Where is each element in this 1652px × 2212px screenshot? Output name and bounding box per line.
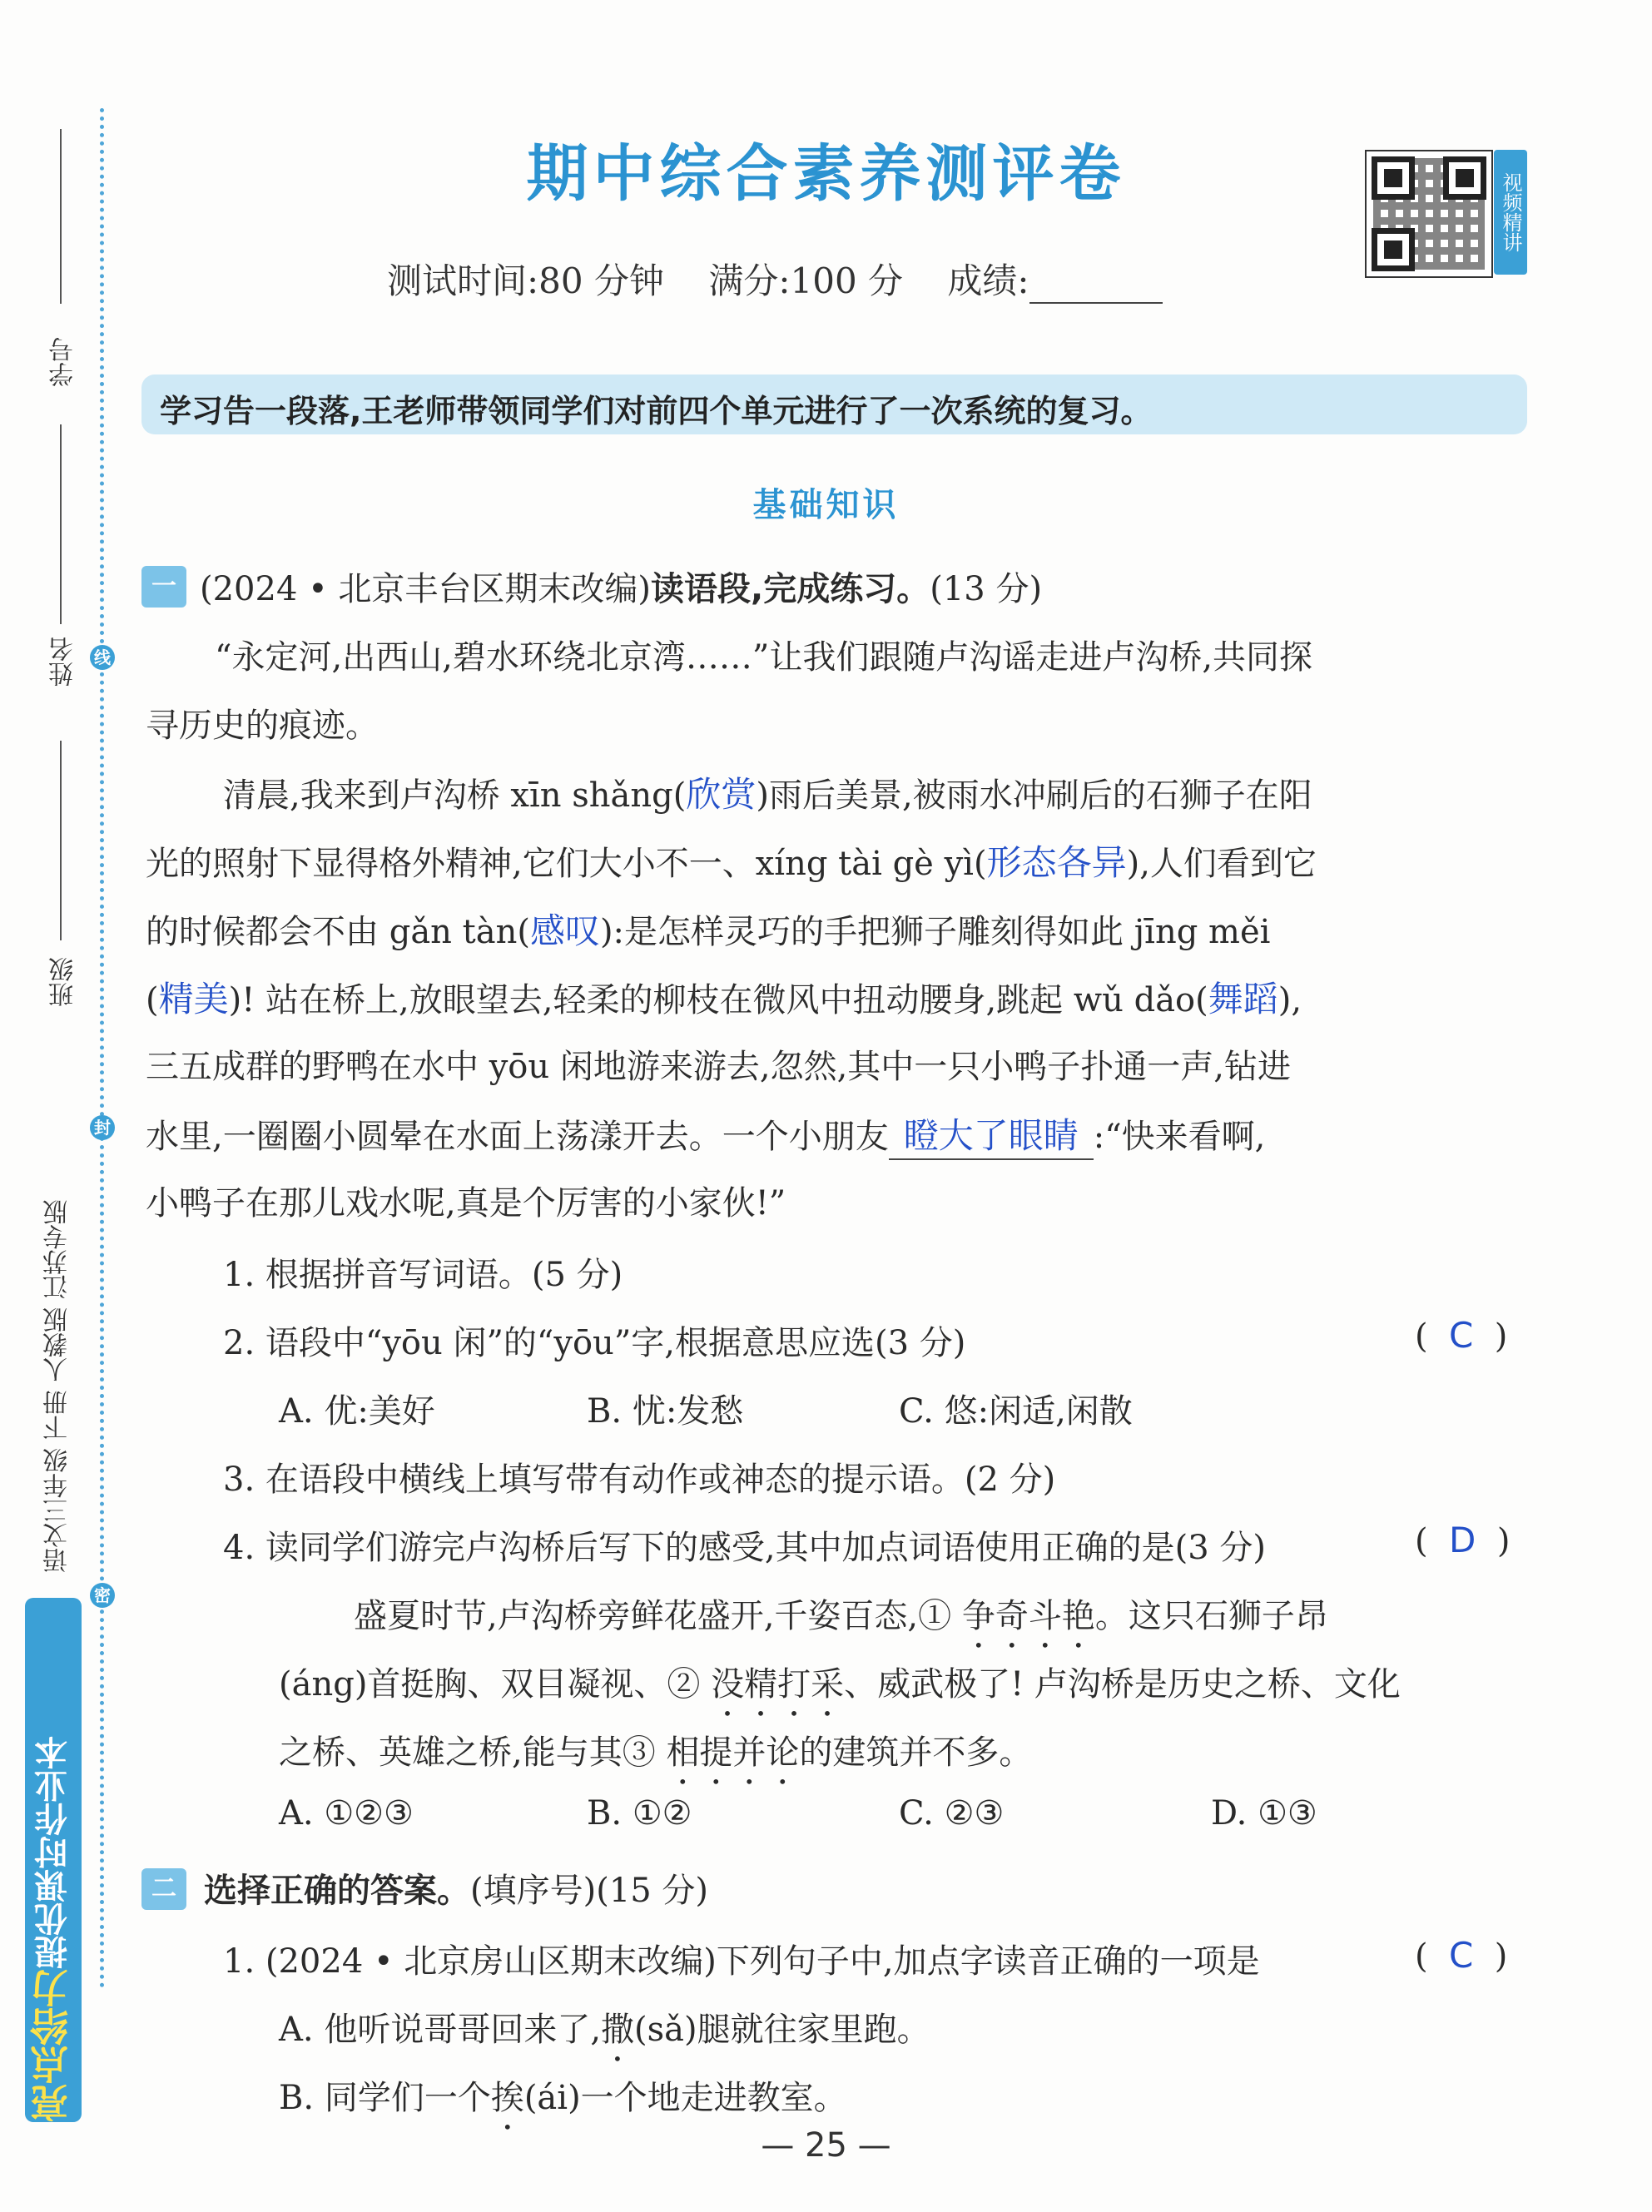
q1-sub2: 2. 语段中“yōu 闲”的“yōu”字,根据意思应选(3 分)	[223, 1324, 966, 1362]
option[interactable]: C. ②③	[899, 1794, 1005, 1833]
option[interactable]: D. ①③	[1211, 1794, 1317, 1833]
passage-line: 水里,一圈圈小圆晕在水面上荡漾开去。一个小朋友 瞪大了眼睛 :“快来看啊,	[146, 1108, 1265, 1160]
test-info	[387, 254, 1163, 304]
passage-line: 光的照射下显得格外精神,它们大小不一、xíng tài gè yì(形态各异),人们看到它	[146, 842, 1317, 883]
passage-line: (精美)! 站在桥上,放眼望去,轻柔的柳枝在微风中扭动腰身,跳起 wǔ dǎo(舞蹈),	[146, 979, 1302, 1019]
brand-label	[25, 1598, 82, 2122]
q1-score: (13 分)	[930, 570, 1043, 608]
answer-prompt-phrase[interactable]: 瞪大了眼睛	[903, 1115, 1079, 1156]
q1-sub1: 1. 根据拼音写词语。(5 分)	[223, 1256, 623, 1294]
q1-sub3: 3. 在语段中横线上填写带有动作或神态的提示语。(2 分)	[223, 1461, 1056, 1499]
passage-line: 三五成群的野鸭在水中 yōu 闲地游来游去,忽然,其中一只小鸭子扑通一声,钻进	[146, 1048, 1292, 1086]
answer-wudao[interactable]: 舞蹈	[1208, 979, 1278, 1019]
excerpt-line: (áng)首挺胸、双目凝视、② 没精打采、威武极了! 卢沟桥是历史之桥、文化	[279, 1665, 1401, 1704]
question-badge-1: 一	[141, 566, 186, 608]
passage-line: 清晨,我来到卢沟桥 xīn shǎng(欣赏)雨后美景,被雨水冲刷后的石狮子在阳	[223, 774, 1312, 815]
answer-gantan[interactable]: 感叹	[529, 910, 600, 951]
score-blank[interactable]	[1029, 274, 1163, 304]
option[interactable]: B. 忧:发愁	[587, 1392, 744, 1431]
binding-mark-seal: 封	[90, 1115, 115, 1140]
q1-sub4-answer-box: ( D )	[1415, 1520, 1511, 1560]
q1-instruction: 读语段,完成练习。	[651, 570, 930, 608]
brand-prefix: 亮点给力	[29, 1969, 74, 2122]
passage-line: “永定河,出西山,碧水环绕北京湾……”让我们跟随卢沟谣走进卢沟桥,共同探	[215, 638, 1313, 677]
option[interactable]: A. 优:美好	[279, 1392, 435, 1431]
name-label: 姓名	[49, 637, 78, 687]
binding-dotted-line	[100, 108, 104, 1989]
dotted-phrase: 争奇斗艳	[961, 1597, 1095, 1635]
page-title: 期中综合素养测评卷	[526, 138, 1126, 210]
qr-code[interactable]	[1365, 150, 1493, 278]
q2-title: 选择正确的答案。	[204, 1872, 470, 1910]
intro-banner-text: 学习告一段落,王老师带领同学们对前四个单元进行了一次系统的复习。	[160, 393, 1153, 429]
q1-sub4: 4. 读同学们游完卢沟桥后写下的感受,其中加点词语使用正确的是(3 分)	[223, 1529, 1266, 1567]
excerpt-line: 盛夏时节,卢沟桥旁鲜花盛开,千姿百态,① 争奇斗艳。这只石狮子昂	[354, 1597, 1328, 1635]
passage-line: 寻历史的痕迹。	[146, 707, 379, 745]
option[interactable]: B. 同学们一个挨(ái)一个地走进教室。	[279, 2079, 847, 2117]
answer-xingtaigeyi[interactable]: 形态各异	[986, 842, 1127, 883]
dotted-phrase: 相提并论	[666, 1733, 800, 1772]
binding-mark-line: 线	[90, 645, 115, 670]
test-info-text: 测试时间:80 分钟 满分:100 分 成绩:	[387, 260, 1029, 301]
excerpt-line: 之桥、英雄之桥,能与其③ 相提并论的建筑并不多。	[279, 1733, 1033, 1772]
section-title: 基础知识	[752, 486, 900, 524]
student-id-label: 学号	[49, 337, 78, 387]
q2-sub1: 1. (2024 • 北京房山区期末改编)下列句子中,加点字读音正确的一项是	[223, 1942, 1260, 1981]
q1-sub2-answer-box: ( C )	[1415, 1315, 1508, 1356]
q1-heading	[200, 563, 1042, 610]
dotted-phrase: 没精打采	[711, 1665, 845, 1704]
q1-source: (2024 • 北京丰台区期末改编)	[200, 570, 652, 608]
question-badge-2: 二	[141, 1868, 186, 1910]
q1-sub4-answer[interactable]: D	[1449, 1520, 1476, 1560]
brand-name: 提优课时作业本	[34, 1736, 73, 1969]
q2-score: (填序号)(15 分)	[470, 1872, 709, 1910]
q2-heading	[204, 1864, 708, 1912]
passage-line: 的时候都会不由 gǎn tàn(感叹):是怎样灵巧的手把狮子雕刻得如此 jīng měi	[146, 910, 1271, 951]
q1-sub2-answer[interactable]: C	[1449, 1315, 1474, 1356]
answer-jingmei[interactable]: 精美	[158, 979, 229, 1019]
passage-line: 小鸭子在那儿戏水呢,真是个厉害的小家伙!”	[146, 1184, 786, 1223]
answer-xinshang[interactable]: 欣赏	[686, 774, 757, 815]
q2-sub1-answer-box: ( C )	[1415, 1935, 1508, 1976]
option[interactable]: C. 悠:闲适,闲散	[899, 1392, 1133, 1431]
page-number: — 25 —	[761, 2126, 891, 2165]
option[interactable]: A. ①②③	[279, 1794, 414, 1833]
option[interactable]: A. 他听说哥哥回来了,撒(sǎ)腿就往家里跑。	[279, 2011, 930, 2049]
binding-mark-fold: 密	[90, 1583, 115, 1608]
class-line	[60, 741, 62, 940]
q2-sub1-answer[interactable]: C	[1449, 1935, 1474, 1976]
video-explain-tag: 视频精讲	[1494, 150, 1527, 275]
book-info: 语文三年级 下册 人教版 江苏专版	[43, 1199, 72, 1573]
option[interactable]: B. ①②	[587, 1794, 692, 1833]
class-label: 班级	[49, 957, 78, 1007]
